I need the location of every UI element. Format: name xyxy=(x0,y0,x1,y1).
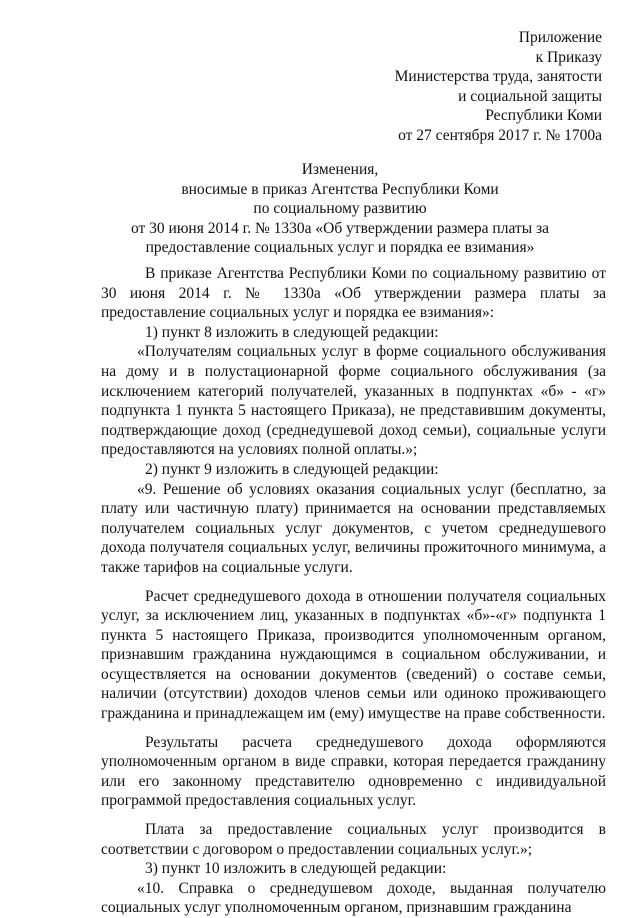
document-title xyxy=(100,160,580,258)
title-line: от 30 июня 2014 г. № 1330а «Об утверждении размера платы за xyxy=(130,219,549,237)
list-item: 2) пункт 9 изложить в следующей редакции: xyxy=(145,460,439,478)
header-line: от 27 сентября 2017 г. № 1700а xyxy=(398,126,602,144)
document-body xyxy=(101,264,606,918)
list-item: 3) пункт 10 изложить в следующей редакции: xyxy=(145,860,447,878)
body-paragraph: Плата за предоставление социальных услуг производится в соответствии с договором о предоставлении социальных услуг.»; xyxy=(101,821,606,858)
title-line: Изменения, xyxy=(301,161,379,178)
quoted-paragraph: «9. Решение об условиях оказания социальных услуг (бесплатно, за плату или частичную плату) принимается на основании представляемых получателем социальных услуг документов, с учетом среднедушевого дохода получателя социальных услуг, величины прожиточного минимума, а также тарифов на социальные услуги. xyxy=(101,480,606,576)
quoted-paragraph: «10. Справка о среднедушевом доходе, выданная получателю социальных услуг уполномоченным органом, признавшим гражданина xyxy=(101,879,606,917)
header-line: Республики Коми xyxy=(485,107,602,125)
list-item: 1) пункт 8 изложить в следующей редакции: xyxy=(145,323,439,341)
quoted-paragraph: «Получателям социальных услуг в форме социального обслуживания на дому и в полустационарной форме социального обслуживания (за исключением категорий получателей, указанных в подпунктах «б» - «г» подпункта 1 пункта 5 настоящего Приказа), не представившим документы, подтверждающие доход (среднедушевой доход семьи), социальные услуги предоставляются на условиях полной оплаты.»; xyxy=(101,343,606,459)
body-paragraph: Результаты расчета среднедушевого дохода оформляются уполномоченным органом в виде справки, которая передается гражданину или его законному представителю одновременно с индивидуальной программой предоставления социальных услуг. xyxy=(101,733,606,810)
body-paragraph: В приказе Агентства Республики Коми по социальному развитию от 30 июня 2014 г. № 1330а «Об утверждении размера платы за предоставление социальных услуг и порядка ее взимания»: xyxy=(101,265,606,322)
appendix-header xyxy=(395,28,602,146)
header-line: Приложение xyxy=(518,29,602,46)
header-line: к Приказу xyxy=(535,48,602,66)
header-line: и социальной защиты xyxy=(458,87,602,105)
header-line: Министерства труда, занятости xyxy=(394,68,602,86)
body-paragraph: Расчет среднедушевого дохода в отношении получателя социальных услуг, за исключением лиц, указанных в подпунктах «б»-«г» подпункта 1 пункта 5 настоящего Приказа, производится уполномоченным органом, признавшим гражданина нуждающимся в социальном обслуживании, и осуществляется на основании документов (сведений) о составе семьи, наличии (отсутствии) доходов членов семьи или одиноко проживающего гражданина и принадлежащем им (ему) имуществе на праве собственности. xyxy=(101,587,606,723)
title-line: предоставление социальных услуг и порядка ее взимания» xyxy=(145,239,535,257)
title-line: по социальному развитию xyxy=(253,200,427,218)
title-line: вносимые в приказ Агентства Республики Коми xyxy=(181,180,499,198)
